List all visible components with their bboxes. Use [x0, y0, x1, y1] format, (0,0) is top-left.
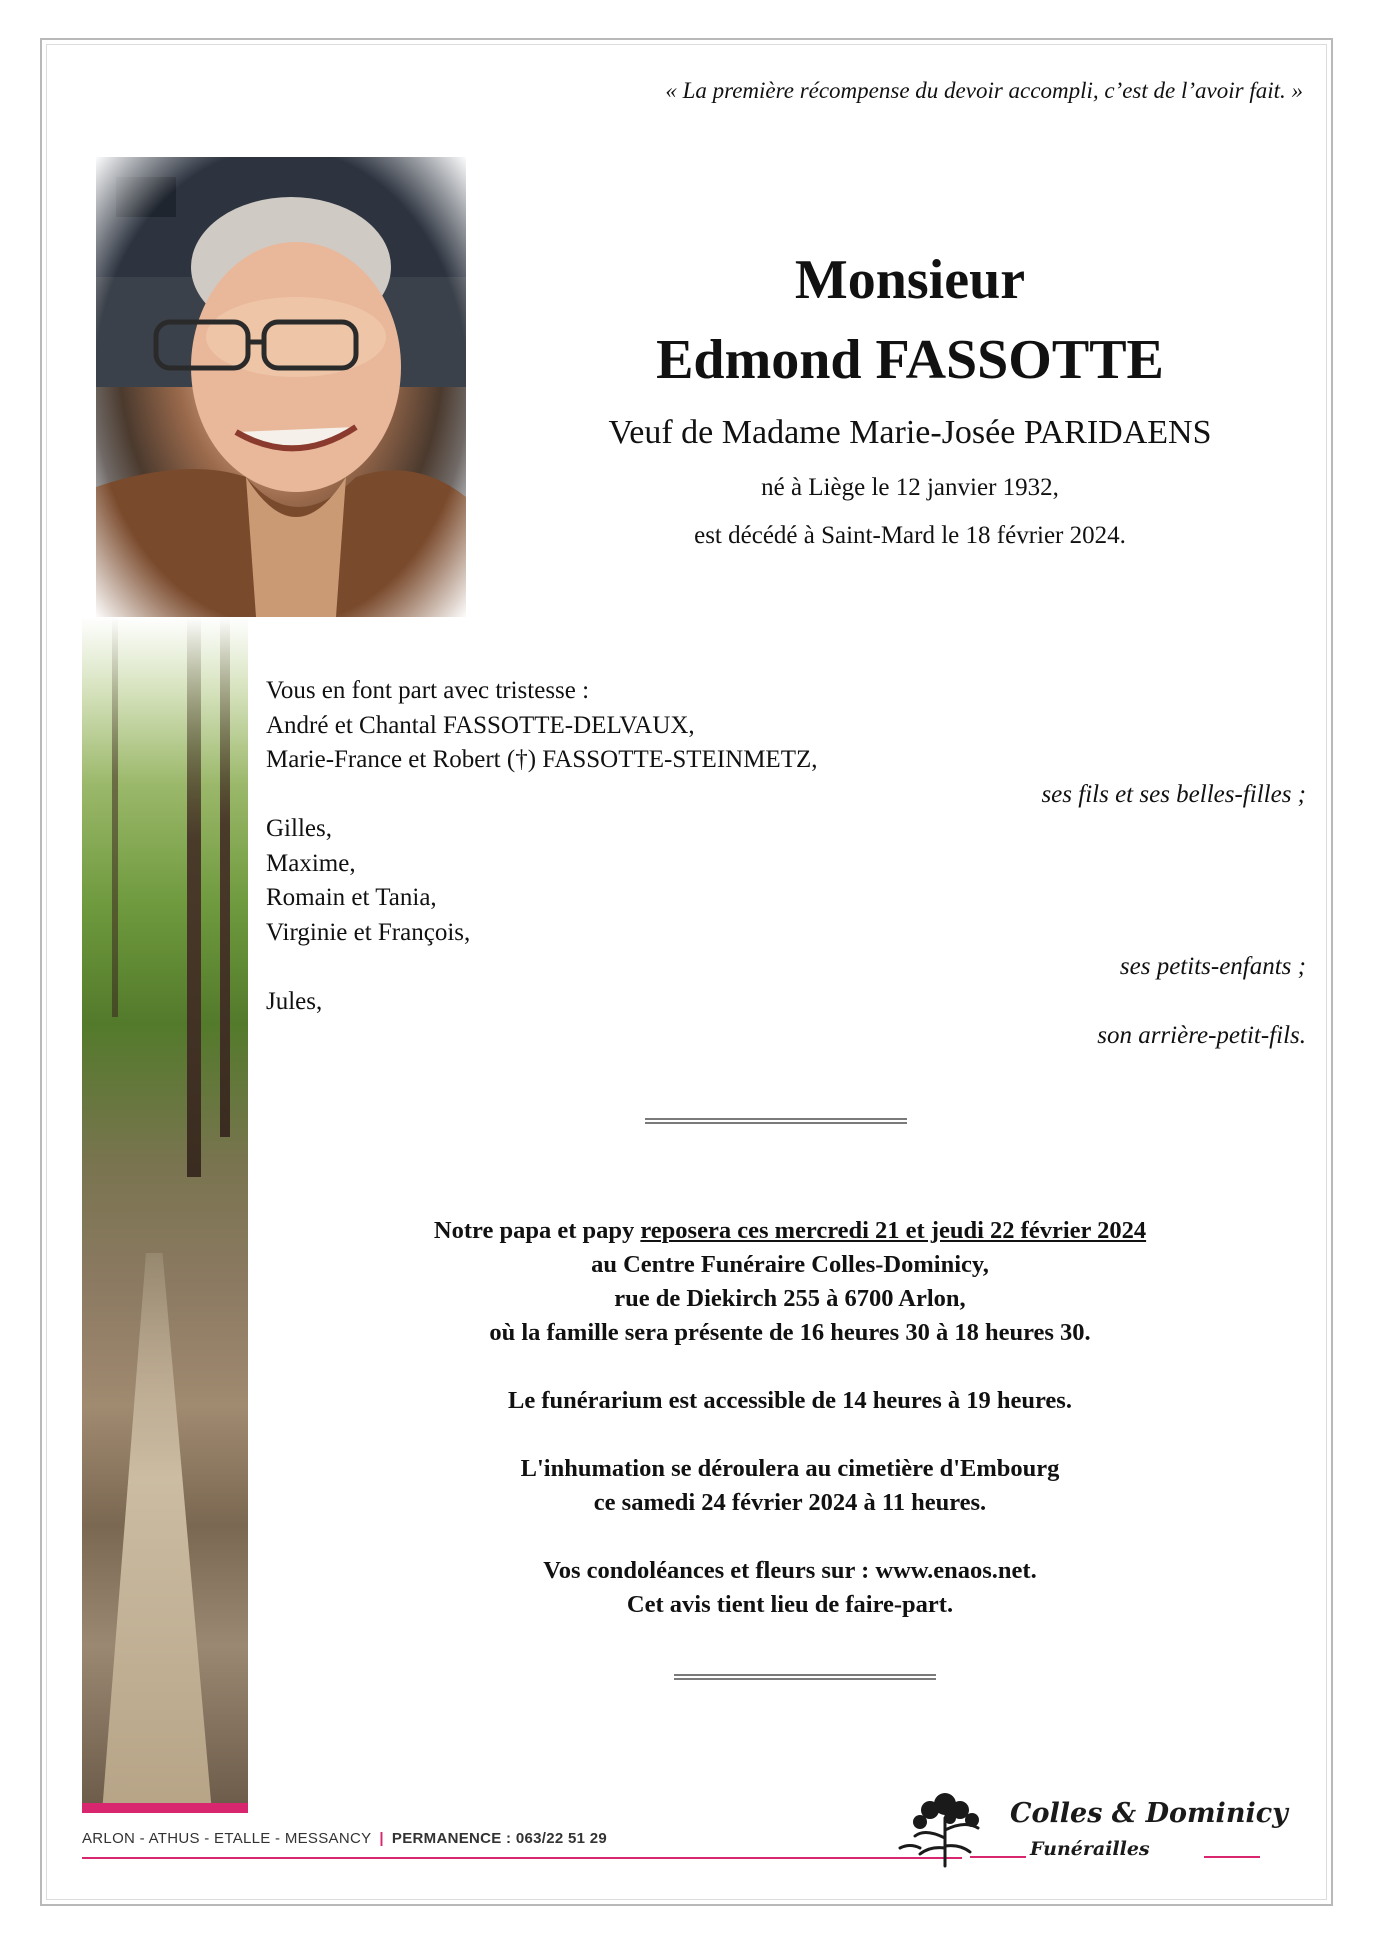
honorific: Monsieur [794, 249, 1026, 311]
relation-grandchildren: ses petits-enfants ; [1119, 953, 1306, 980]
deceased-name: Edmond FASSOTTE [656, 329, 1164, 391]
notice-line-4: où la famille sera présente de 16 heures 30 à 18 heures 30. [489, 1319, 1091, 1346]
divider-top [645, 1118, 907, 1124]
footer-rule [82, 1857, 962, 1859]
death-line: est décédé à Saint-Mard le 18 février 2024. [694, 522, 1126, 549]
family-grandchild: Maxime, [266, 849, 356, 877]
notice-line-2: au Centre Funéraire Colles-Dominicy, [591, 1251, 989, 1278]
burial-line-2: ce samedi 24 février 2024 à 11 heures. [593, 1489, 987, 1516]
birth-line: né à Liège le 12 janvier 1932, [761, 474, 1059, 501]
portrait-photo [96, 157, 466, 617]
family-child: Marie-France et Robert (†) FASSOTTE-STEINMETZ, [266, 746, 818, 773]
burial-line-1: L'inhumation se déroulera au cimetière d'Embourg [520, 1455, 1060, 1482]
notice-dates: reposera ces mercredi 21 et jeudi 22 février 2024 [640, 1217, 1147, 1244]
family-grandchild: Romain et Tania, [266, 884, 437, 911]
brand-rule-right [1204, 1856, 1260, 1858]
footer-permanence: PERMANENCE : 063/22 51 29 [391, 1830, 607, 1847]
brand-subtitle: Funérailles [1030, 1838, 1150, 1860]
footer-contact [82, 1830, 607, 1847]
funeral-home-logo [890, 1788, 1290, 1868]
faire-part-line: Cet avis tient lieu de faire-part. [626, 1591, 954, 1618]
divider-bottom [674, 1674, 936, 1680]
family-child: André et Chantal FASSOTTE-DELVAUX, [266, 711, 695, 739]
relation-great-grandchildren: son arrière-petit-fils. [1097, 1022, 1306, 1049]
condolences-line: Vos condoléances et fleurs sur : www.enaos.net. [543, 1557, 1037, 1584]
funerarium-hours: Le funérarium est accessible de 14 heures à 19 heures. [508, 1387, 1072, 1414]
family-list [266, 674, 1306, 1054]
brand-rule-left [970, 1856, 1026, 1858]
family-grandchild: Virginie et François, [266, 918, 471, 946]
relation-children: ses fils et ses belles-filles ; [1041, 780, 1306, 808]
forest-path-image [82, 617, 248, 1813]
spouse-line: Veuf de Madame Marie-Josée PARIDAENS [608, 414, 1212, 451]
footer-separator: | [379, 1830, 384, 1847]
family-intro: Vous en font part avec tristesse : [266, 677, 590, 704]
epigraph-quote: « La première récompense du devoir accompli, c’est de l’avoir fait. » [665, 78, 1303, 103]
funeral-notice [280, 1214, 1300, 1622]
family-grandchild: Gilles, [266, 815, 332, 842]
accent-bar [82, 1803, 248, 1813]
notice-line-3: rue de Diekirch 255 à 6700 Arlon, [614, 1285, 966, 1312]
family-great-grandchild: Jules, [266, 987, 323, 1015]
notice-line-1 [280, 1214, 1300, 1248]
brand-name: Colles & Dominicy [1010, 1798, 1288, 1829]
footer-locations: ARLON - ATHUS - ETALLE - MESSANCY [82, 1830, 372, 1847]
notice-line-1-text: Notre papa et papy [433, 1217, 641, 1244]
